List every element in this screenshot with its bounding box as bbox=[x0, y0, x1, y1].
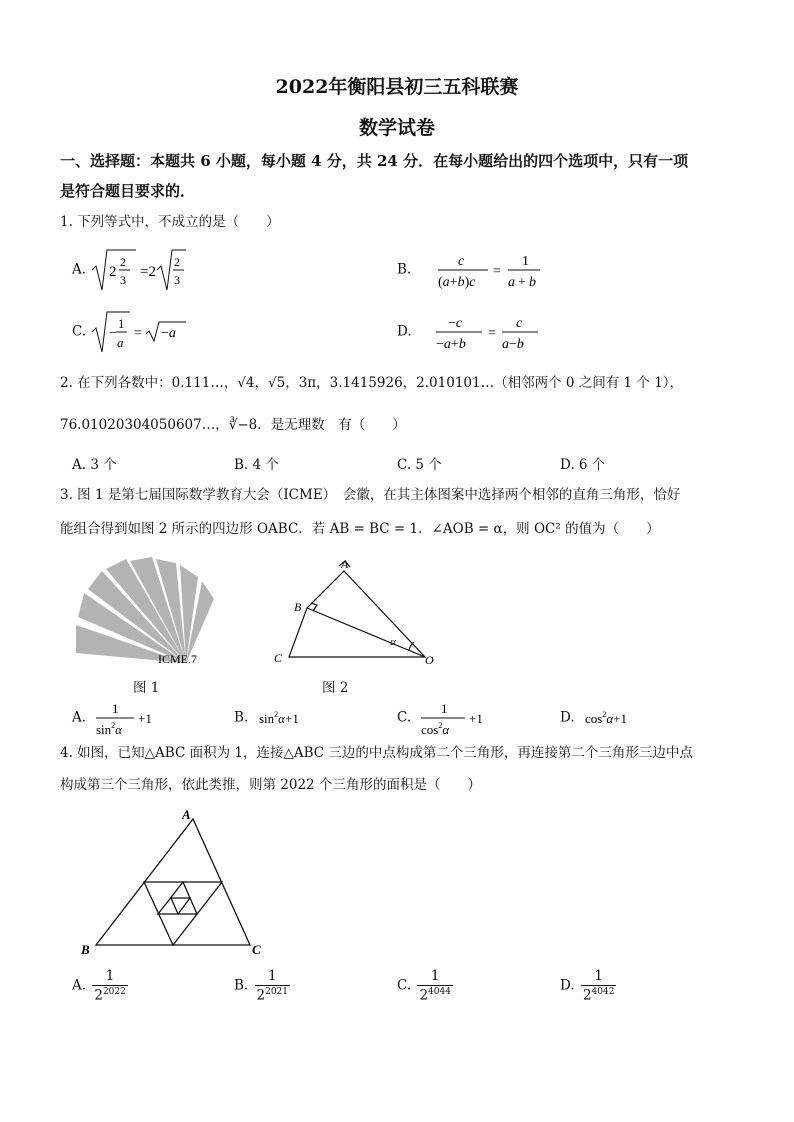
svg-text:−a: −a bbox=[161, 326, 177, 341]
q4-line1: 4. 如图，已知△ABC 面积为 1，连接△ABC 三边的中点构成第二个三角形，再连接第二个三角形三边中点 bbox=[60, 745, 693, 761]
svg-text:3: 3 bbox=[120, 273, 127, 287]
svg-text:1: 1 bbox=[112, 701, 119, 716]
q2-line1: 2. 在下列各数中：0.111…，√4，√5，3π，3.1415926，2.010101…（相邻两个 0 之间有 1 个 1）， bbox=[60, 375, 684, 391]
icme-logo-text: ICME.7 bbox=[158, 652, 197, 666]
angle-alpha-label: α bbox=[390, 636, 396, 648]
q2-option-c: C. 5 个 bbox=[397, 457, 442, 473]
svg-text:=: = bbox=[134, 326, 143, 341]
fig2-caption: 图 2 bbox=[322, 680, 349, 696]
q3-line2: 能组合得到如图 2 所示的四边形 OABC．若 AB = BC = 1．∠AOB = α，则 OC² 的值为（ ） bbox=[60, 521, 660, 537]
q3-option-a-formula bbox=[90, 697, 170, 739]
q1-option-d: D. −c −a+b = c a−b bbox=[397, 308, 546, 356]
svg-text:1: 1 bbox=[441, 701, 448, 716]
q3-option-d: D. $\cos^2\alpha+1$ bbox=[560, 697, 669, 739]
q3-line1: 3. 图 1 是第七届国际数学教育大会（ICME） 会徽，在其主体图案中选择两个相邻的直角三角形，恰好 bbox=[60, 487, 681, 503]
q1-option-b-formula bbox=[416, 246, 546, 294]
svg-text:+1: +1 bbox=[138, 711, 153, 726]
vertex-c-label: C bbox=[274, 651, 283, 665]
svg-text:3: 3 bbox=[174, 273, 181, 287]
q1-option-c: C. − 1 a = −a bbox=[72, 308, 190, 356]
svg-text:−a+b: −a+b bbox=[435, 337, 466, 352]
q1-option-b: B. c (a+b)c = 1 a + b bbox=[397, 246, 546, 294]
vertex-o-label: O bbox=[425, 653, 434, 667]
svg-text:1: 1 bbox=[521, 254, 529, 269]
svg-text:−c: −c bbox=[447, 316, 463, 331]
page-title: 2022年衡阳县初三五科联赛 bbox=[275, 76, 519, 98]
svg-text:a: a bbox=[507, 275, 515, 290]
svg-text:cos2α+1: $\cos^2\alpha+1$ bbox=[584, 710, 627, 726]
quadrilateral-figure bbox=[268, 556, 448, 671]
svg-text:−: − bbox=[109, 326, 118, 341]
q2-option-d: D. 6 个 bbox=[560, 457, 606, 473]
q1-option-a-formula bbox=[90, 246, 190, 294]
q3-option-c: C. 1 $\cos^2\alpha$ +1 bbox=[397, 697, 505, 739]
q3-option-c-formula bbox=[415, 697, 505, 739]
vertex-a-label: A bbox=[182, 807, 191, 822]
svg-text:cos2α: $\cos^2\alpha$ bbox=[421, 721, 450, 737]
q4-option-d: D. $\frac{1}{2^{4042}}$ bbox=[560, 968, 615, 1004]
triangle-4 bbox=[171, 898, 190, 914]
section-heading-line1: 一、选择题：本题共 6 小题，每小题 4 分，共 24 分．在每小题给出的四个选项中，只有一项 bbox=[60, 152, 689, 170]
icme-fan-shape bbox=[76, 557, 214, 663]
svg-text:b: b bbox=[528, 275, 536, 290]
q3-option-b-formula bbox=[253, 697, 333, 739]
svg-text:sin2α+1: $\sin^2\alpha+1$ bbox=[258, 710, 299, 726]
svg-text:2: 2 bbox=[109, 264, 117, 280]
q2-option-a: A. 3 个 bbox=[72, 457, 117, 473]
vertex-a-label: A bbox=[341, 557, 349, 571]
q3-option-b: B. $\sin^2\alpha+1$ bbox=[234, 697, 333, 739]
q1-stem: 1. 下列等式中，不成立的是（ ） bbox=[60, 214, 280, 230]
svg-text:a−b: a−b bbox=[501, 337, 524, 352]
quadrilateral-oabc bbox=[289, 571, 425, 657]
svg-text:=: = bbox=[492, 264, 501, 279]
q4-option-a: A. $\frac{1}{2^{2022}}$ bbox=[72, 968, 126, 1004]
section-heading-line2: 是符合题目要求的． bbox=[60, 182, 196, 200]
q4-option-c: C. $\frac{1}{2^{4044}}$ bbox=[397, 968, 451, 1004]
q1-option-a: A. 2 2 3 =2 2 3 bbox=[72, 246, 190, 294]
q4-option-b: B. $\frac{1}{2^{2021}}$ bbox=[234, 968, 289, 1004]
svg-text:1: 1 bbox=[118, 316, 125, 331]
svg-text:=2: =2 bbox=[140, 264, 157, 280]
fig1-caption: 图 1 bbox=[133, 680, 160, 696]
icme-logo-figure bbox=[70, 555, 230, 670]
q3-option-d-formula bbox=[579, 697, 669, 739]
svg-text:+1: +1 bbox=[469, 711, 484, 726]
page-subtitle: 数学试卷 bbox=[358, 117, 435, 139]
svg-text:(a+b)c: (a+b)c bbox=[437, 275, 475, 290]
svg-text:a: a bbox=[117, 335, 124, 350]
q2-line2: 76.01020304050607…，∛−8．是无理数 有（ ） bbox=[60, 417, 406, 433]
q1-option-d-formula bbox=[416, 308, 546, 356]
q3-option-a: A. 1 $\sin^2\alpha$ +1 bbox=[72, 697, 170, 739]
svg-text:c: c bbox=[457, 254, 464, 269]
q2-option-b: B. 4 个 bbox=[234, 457, 279, 473]
svg-text:2: 2 bbox=[174, 255, 181, 269]
svg-text:c: c bbox=[515, 316, 523, 331]
vertex-b-label: B bbox=[294, 600, 302, 614]
svg-text:=: = bbox=[487, 326, 496, 341]
segment-bo bbox=[307, 608, 425, 657]
q4-line2: 构成第三个三角形，依此类推，则第 2022 个三角形的面积是（ ） bbox=[60, 777, 481, 793]
nested-triangles-figure bbox=[76, 805, 276, 965]
vertex-b-label: B bbox=[81, 942, 90, 957]
svg-text:2: 2 bbox=[120, 255, 127, 269]
q1-option-c-formula bbox=[90, 308, 190, 356]
svg-text:+: + bbox=[517, 275, 526, 290]
vertex-c-label: C bbox=[252, 942, 261, 957]
svg-text:sin2α: $\sin^2\alpha$ bbox=[96, 721, 123, 737]
